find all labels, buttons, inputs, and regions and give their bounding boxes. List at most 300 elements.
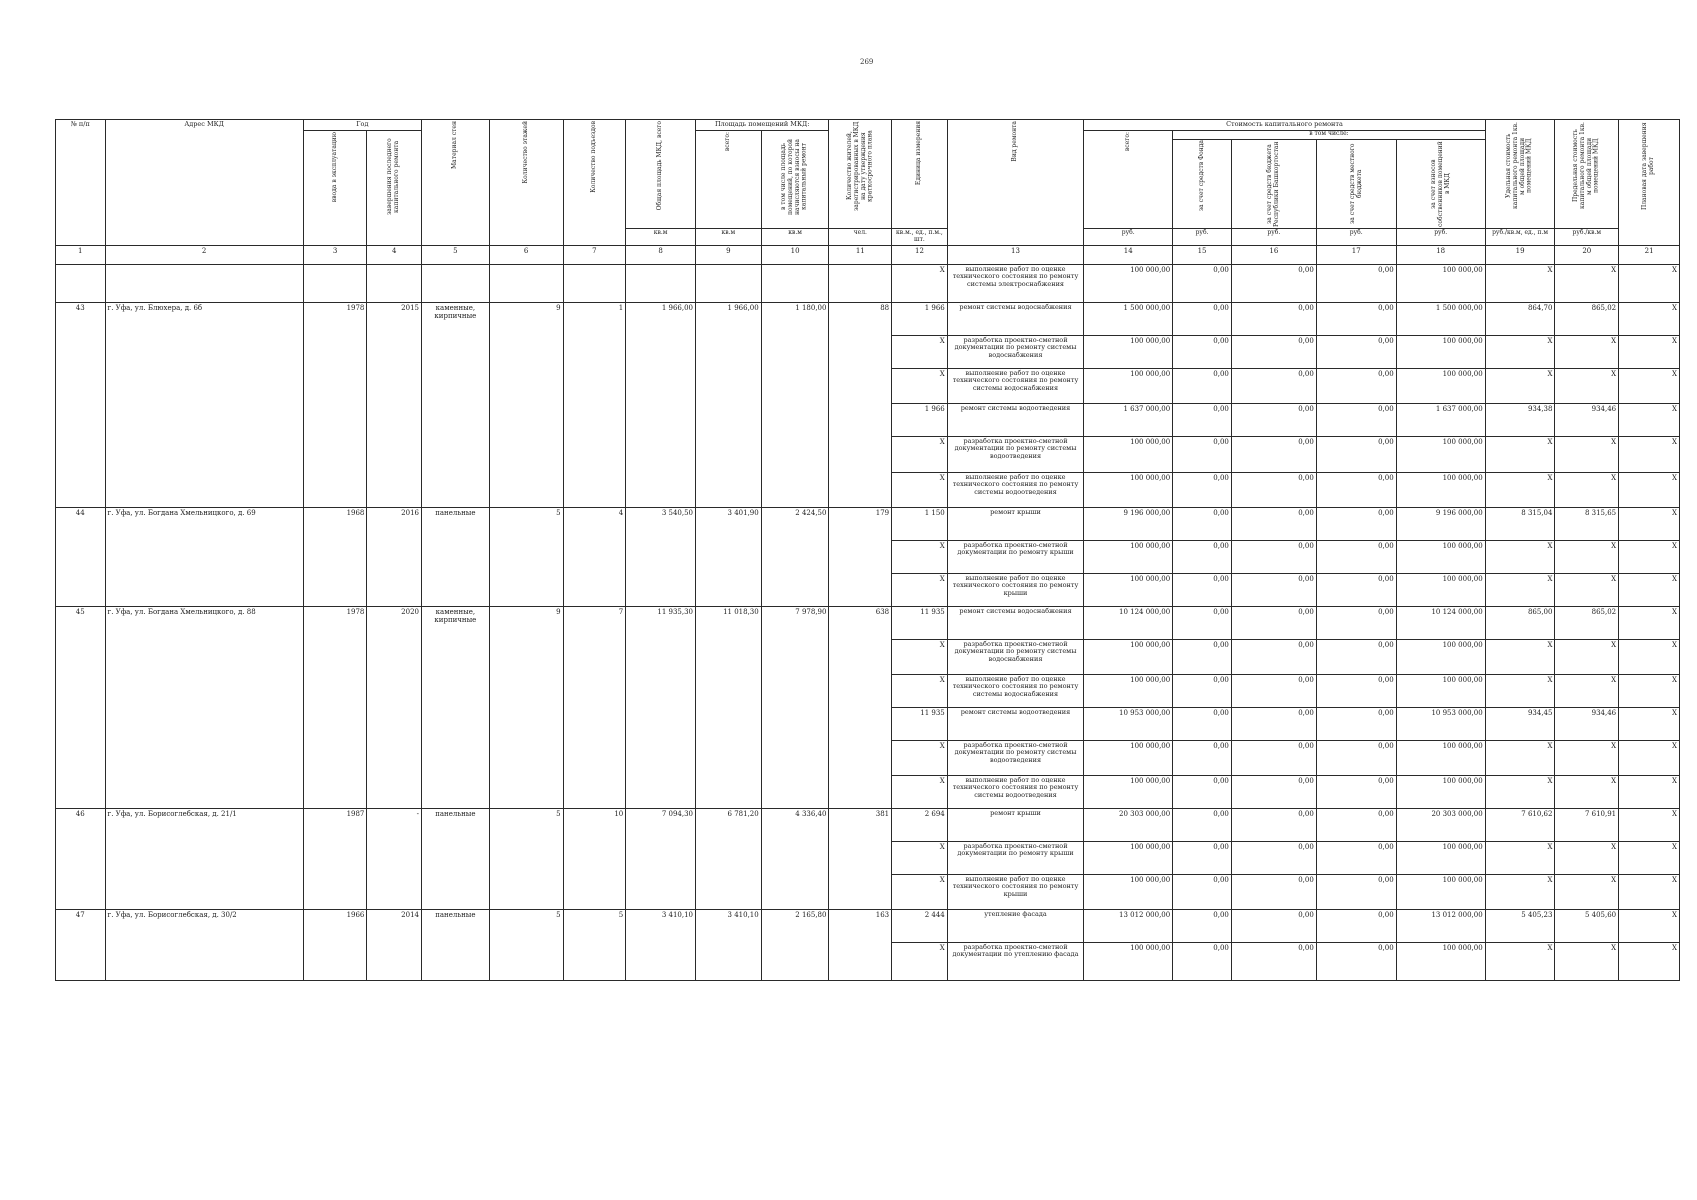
cell-local: 0,00: [1316, 507, 1396, 540]
cell-area: 1 966,00: [626, 302, 696, 507]
cell-spec: X: [1485, 740, 1555, 775]
cell-spec: 934,38: [1485, 403, 1555, 436]
cell-date: X: [1619, 302, 1680, 335]
cell-rb: 0,00: [1231, 368, 1316, 403]
cell-area: 11 935,30: [626, 606, 696, 808]
cell-date: X: [1619, 507, 1680, 540]
cell-lastrep: 2014: [367, 909, 422, 980]
empty-cell: [422, 264, 490, 302]
unit-15: руб.: [1173, 229, 1232, 246]
table-row: [56, 302, 1680, 335]
cell-limit: 8 315,65: [1555, 507, 1619, 540]
cell-fund: 0,00: [1173, 302, 1232, 335]
cell-total: 100 000,00: [1084, 573, 1173, 606]
column-number: 14: [1084, 245, 1173, 264]
cell-spec: X: [1485, 573, 1555, 606]
cell-total: 100 000,00: [1084, 874, 1173, 909]
unit-8: кв.м: [626, 229, 696, 246]
unit-12: кв.м., ед., п.м., шт.: [892, 229, 948, 246]
hdr-col9: всего:: [723, 132, 731, 152]
cell-owners: 100 000,00: [1396, 674, 1485, 707]
cell-local: 0,00: [1316, 368, 1396, 403]
cell-total: 100 000,00: [1084, 540, 1173, 573]
hdr-col15: за счет средств Фонда: [1197, 140, 1205, 212]
cell-date: X: [1619, 472, 1680, 507]
cell-owners: 100 000,00: [1396, 874, 1485, 909]
cell-limit: 5 405,60: [1555, 909, 1619, 942]
cell-owners: 100 000,00: [1396, 639, 1485, 674]
cell-rb: 0,00: [1231, 540, 1316, 573]
cell-owners: 100 000,00: [1396, 472, 1485, 507]
cell-addr: г. Уфа, ул. Борисоглебская, д. 30/2: [105, 909, 303, 980]
cell-unit: X: [892, 436, 948, 472]
empty-cell: [367, 264, 422, 302]
cell-spec: X: [1485, 639, 1555, 674]
cell-people: 381: [829, 808, 892, 909]
cell-entr: 7: [563, 606, 626, 808]
table-row: [56, 264, 1680, 302]
cell-total: 100 000,00: [1084, 639, 1173, 674]
cell-area_all: 1 966,00: [696, 302, 762, 507]
cell-fund: 0,00: [1173, 540, 1232, 573]
cell-work: выполнение работ по оценке технического состояния по ремонту системы водоснабжения: [947, 368, 1084, 403]
unit-18: руб.: [1396, 229, 1485, 246]
cell-no: 46: [56, 808, 106, 909]
cell-unit: X: [892, 264, 948, 302]
cell-limit: X: [1555, 540, 1619, 573]
empty-cell: [563, 264, 626, 302]
hdr-col8: Общая площадь МКД, всего: [656, 121, 664, 211]
cell-owners: 100 000,00: [1396, 573, 1485, 606]
cell-addr: г. Уфа, ул. Борисоглебская, д. 21/1: [105, 808, 303, 909]
column-number: 13: [947, 245, 1084, 264]
cell-fund: 0,00: [1173, 740, 1232, 775]
cell-limit: X: [1555, 639, 1619, 674]
cell-owners: 10 124 000,00: [1396, 606, 1485, 639]
cell-limit: 934,46: [1555, 707, 1619, 740]
cell-owners: 1 500 000,00: [1396, 302, 1485, 335]
cell-owners: 1 637 000,00: [1396, 403, 1485, 436]
cell-floors: 5: [489, 808, 563, 909]
cell-local: 0,00: [1316, 403, 1396, 436]
hdr-col7: Количество подъездов: [589, 121, 597, 193]
cell-area_all: 3 401,90: [696, 507, 762, 606]
cell-no: 45: [56, 606, 106, 808]
cell-work: ремонт крыши: [947, 808, 1084, 841]
cell-fund: 0,00: [1173, 606, 1232, 639]
cell-limit: 7 610,91: [1555, 808, 1619, 841]
cell-work: разработка проектно-сметной документации по ремонту системы водоснабжения: [947, 335, 1084, 368]
cell-fund: 0,00: [1173, 573, 1232, 606]
cell-local: 0,00: [1316, 436, 1396, 472]
cell-unit: 2 694: [892, 808, 948, 841]
cell-rb: 0,00: [1231, 841, 1316, 874]
cell-rb: 0,00: [1231, 874, 1316, 909]
hdr-col2: Адрес МКД: [105, 120, 303, 246]
cell-total: 10 953 000,00: [1084, 707, 1173, 740]
cell-rb: 0,00: [1231, 436, 1316, 472]
cell-entr: 10: [563, 808, 626, 909]
cell-date: X: [1619, 808, 1680, 841]
empty-cell: [829, 264, 892, 302]
cell-work: выполнение работ по оценке технического состояния по ремонту системы электроснабжения: [947, 264, 1084, 302]
cell-total: 1 500 000,00: [1084, 302, 1173, 335]
cell-rb: 0,00: [1231, 775, 1316, 808]
cell-rb: 0,00: [1231, 264, 1316, 302]
cell-built: 1978: [303, 302, 367, 507]
cell-spec: X: [1485, 540, 1555, 573]
cell-unit: X: [892, 335, 948, 368]
cell-unit: 2 444: [892, 909, 948, 942]
cell-rb: 0,00: [1231, 808, 1316, 841]
cell-unit: X: [892, 472, 948, 507]
cell-owners: 20 303 000,00: [1396, 808, 1485, 841]
cell-owners: 100 000,00: [1396, 740, 1485, 775]
cell-limit: X: [1555, 436, 1619, 472]
cell-lastrep: 2015: [367, 302, 422, 507]
cell-floors: 5: [489, 909, 563, 980]
column-number: 21: [1619, 245, 1680, 264]
cell-total: 100 000,00: [1084, 942, 1173, 980]
unit-9: кв.м: [696, 229, 762, 246]
page-number: 269: [860, 58, 874, 66]
cell-limit: X: [1555, 775, 1619, 808]
cell-rb: 0,00: [1231, 403, 1316, 436]
cell-total: 20 303 000,00: [1084, 808, 1173, 841]
unit-14: руб.: [1084, 229, 1173, 246]
cell-unit: X: [892, 775, 948, 808]
cell-date: X: [1619, 403, 1680, 436]
cell-total: 1 637 000,00: [1084, 403, 1173, 436]
cell-limit: X: [1555, 874, 1619, 909]
column-number: 6: [489, 245, 563, 264]
hdr-col10: в том числе площадь помещений, по которой начисляются взносы на капитальный ремонт: [780, 138, 808, 216]
cell-walls: панельные: [422, 808, 490, 909]
cell-date: X: [1619, 436, 1680, 472]
column-number: 9: [696, 245, 762, 264]
cell-local: 0,00: [1316, 909, 1396, 942]
cell-unit: X: [892, 540, 948, 573]
hdr-year: Год: [303, 120, 421, 131]
column-number: 3: [303, 245, 367, 264]
cell-area: 7 094,30: [626, 808, 696, 909]
cell-built: 1968: [303, 507, 367, 606]
cell-limit: X: [1555, 740, 1619, 775]
column-number: 12: [892, 245, 948, 264]
cell-fund: 0,00: [1173, 335, 1232, 368]
cell-spec: X: [1485, 335, 1555, 368]
cell-rb: 0,00: [1231, 674, 1316, 707]
empty-cell: [489, 264, 563, 302]
table-body: [56, 245, 1680, 980]
cell-people: 179: [829, 507, 892, 606]
hdr-col18: за счет взносов собственников помещений в МКД: [1429, 141, 1451, 227]
column-number: 20: [1555, 245, 1619, 264]
cell-limit: X: [1555, 841, 1619, 874]
cell-fund: 0,00: [1173, 808, 1232, 841]
cell-fund: 0,00: [1173, 874, 1232, 909]
cell-floors: 9: [489, 606, 563, 808]
cell-spec: 934,45: [1485, 707, 1555, 740]
cell-rb: 0,00: [1231, 942, 1316, 980]
cell-unit: X: [892, 674, 948, 707]
cell-work: разработка проектно-сметной документации по утеплению фасада: [947, 942, 1084, 980]
cell-fund: 0,00: [1173, 909, 1232, 942]
cell-work: ремонт крыши: [947, 507, 1084, 540]
cell-spec: X: [1485, 841, 1555, 874]
cell-work: выполнение работ по оценке технического состояния по ремонту крыши: [947, 573, 1084, 606]
cell-local: 0,00: [1316, 335, 1396, 368]
cell-owners: 100 000,00: [1396, 335, 1485, 368]
cell-date: X: [1619, 707, 1680, 740]
cell-area_fee: 4 336,40: [761, 808, 829, 909]
cell-local: 0,00: [1316, 606, 1396, 639]
cell-date: X: [1619, 909, 1680, 942]
cell-unit: X: [892, 573, 948, 606]
column-number: 19: [1485, 245, 1555, 264]
cell-date: X: [1619, 540, 1680, 573]
cell-total: 100 000,00: [1084, 335, 1173, 368]
cell-walls: каменные, кирпичные: [422, 606, 490, 808]
cell-unit: X: [892, 639, 948, 674]
cell-total: 100 000,00: [1084, 368, 1173, 403]
hdr-col13: Вид ремонта: [1011, 121, 1019, 162]
cell-fund: 0,00: [1173, 403, 1232, 436]
cell-date: X: [1619, 874, 1680, 909]
cell-fund: 0,00: [1173, 775, 1232, 808]
cell-spec: X: [1485, 368, 1555, 403]
cell-people: 163: [829, 909, 892, 980]
cell-limit: X: [1555, 942, 1619, 980]
cell-date: X: [1619, 775, 1680, 808]
cell-spec: 8 315,04: [1485, 507, 1555, 540]
hdr-col3: ввода в эксплуатацию: [330, 132, 338, 203]
cell-date: X: [1619, 740, 1680, 775]
cell-date: X: [1619, 942, 1680, 980]
hdr-cost: Стоимость капитального ремонта: [1084, 120, 1485, 131]
cell-lastrep: 2020: [367, 606, 422, 808]
unit-16: руб.: [1231, 229, 1316, 246]
cell-limit: X: [1555, 472, 1619, 507]
cell-built: 1987: [303, 808, 367, 909]
cell-work: выполнение работ по оценке технического состояния по ремонту системы водоснабжения: [947, 674, 1084, 707]
cell-local: 0,00: [1316, 841, 1396, 874]
unit-17: руб.: [1316, 229, 1396, 246]
column-number: 11: [829, 245, 892, 264]
cell-fund: 0,00: [1173, 942, 1232, 980]
cell-owners: 100 000,00: [1396, 436, 1485, 472]
hdr-col11: Количество жителей, зарегистрированных в МКД на дату утверждения краткосрочного плана: [845, 121, 874, 211]
cell-walls: панельные: [422, 909, 490, 980]
cell-unit: X: [892, 874, 948, 909]
cell-spec: X: [1485, 942, 1555, 980]
cell-local: 0,00: [1316, 740, 1396, 775]
cell-total: 100 000,00: [1084, 740, 1173, 775]
cell-spec: 865,00: [1485, 606, 1555, 639]
cell-local: 0,00: [1316, 808, 1396, 841]
hdr-col14: всего:: [1123, 132, 1131, 152]
cell-local: 0,00: [1316, 874, 1396, 909]
cell-work: выполнение работ по оценке технического состояния по ремонту системы водоотведения: [947, 472, 1084, 507]
cell-total: 100 000,00: [1084, 472, 1173, 507]
cell-area: 3 540,50: [626, 507, 696, 606]
hdr-col4: завершения последнего капитального ремонта: [386, 138, 401, 216]
unit-10: кв.м: [761, 229, 829, 246]
cell-work: разработка проектно-сметной документации по ремонту системы водоотведения: [947, 436, 1084, 472]
table-row: [56, 606, 1680, 639]
hdr-col1: № п/п: [56, 120, 106, 246]
cell-rb: 0,00: [1231, 302, 1316, 335]
cell-floors: 9: [489, 302, 563, 507]
cell-limit: X: [1555, 335, 1619, 368]
cell-rb: 0,00: [1231, 573, 1316, 606]
cell-lastrep: -: [367, 808, 422, 909]
cell-work: утепление фасада: [947, 909, 1084, 942]
cell-unit: 11 935: [892, 606, 948, 639]
cell-spec: X: [1485, 472, 1555, 507]
column-number: 4: [367, 245, 422, 264]
empty-cell: [56, 264, 106, 302]
cell-date: X: [1619, 335, 1680, 368]
cell-work: ремонт системы водоснабжения: [947, 606, 1084, 639]
hdr-col21: Плановая дата завершения работ: [1641, 122, 1656, 210]
cell-spec: X: [1485, 264, 1555, 302]
cell-total: 100 000,00: [1084, 674, 1173, 707]
cell-walls: каменные, кирпичные: [422, 302, 490, 507]
empty-cell: [626, 264, 696, 302]
cell-area_fee: 7 978,90: [761, 606, 829, 808]
cell-addr: г. Уфа, ул. Богдана Хмельницкого, д. 88: [105, 606, 303, 808]
empty-cell: [761, 264, 829, 302]
cell-local: 0,00: [1316, 674, 1396, 707]
cell-area_all: 3 410,10: [696, 909, 762, 980]
cell-area_fee: 1 180,00: [761, 302, 829, 507]
hdr-incl: в том числе:: [1173, 131, 1484, 140]
capital-repair-table: [55, 119, 1680, 981]
hdr-col12: Единица измерения: [915, 121, 922, 186]
cell-date: X: [1619, 368, 1680, 403]
unit-11: чел.: [829, 229, 892, 246]
column-numbers-row: [56, 245, 1680, 264]
cell-total: 10 124 000,00: [1084, 606, 1173, 639]
cell-area_all: 11 018,30: [696, 606, 762, 808]
cell-unit: 11 935: [892, 707, 948, 740]
cell-date: X: [1619, 674, 1680, 707]
cell-owners: 13 012 000,00: [1396, 909, 1485, 942]
hdr-col16: за счет средств бюджета Республики Башкортостан: [1266, 141, 1281, 227]
cell-work: разработка проектно-сметной документации по ремонту крыши: [947, 841, 1084, 874]
cell-owners: 100 000,00: [1396, 775, 1485, 808]
cell-date: X: [1619, 606, 1680, 639]
cell-work: ремонт системы водоотведения: [947, 403, 1084, 436]
cell-rb: 0,00: [1231, 740, 1316, 775]
unit-20: руб./кв.м: [1555, 229, 1619, 246]
hdr-col19: Удельная стоимость капитального ремонта 1кв. м общей площади помещений МКД: [1505, 122, 1533, 210]
cell-date: X: [1619, 264, 1680, 302]
cell-spec: X: [1485, 436, 1555, 472]
cell-local: 0,00: [1316, 639, 1396, 674]
cell-rb: 0,00: [1231, 707, 1316, 740]
cell-fund: 0,00: [1173, 436, 1232, 472]
column-number: 17: [1316, 245, 1396, 264]
column-number: 15: [1173, 245, 1232, 264]
cell-local: 0,00: [1316, 472, 1396, 507]
hdr-col6: Количество этажей: [521, 121, 529, 184]
table-row: [56, 507, 1680, 540]
unit-19: руб./кв.м, ед., п.м: [1485, 229, 1555, 246]
cell-fund: 0,00: [1173, 472, 1232, 507]
cell-owners: 100 000,00: [1396, 942, 1485, 980]
cell-local: 0,00: [1316, 775, 1396, 808]
hdr-col5: Материал стен: [450, 121, 458, 169]
column-number: 2: [105, 245, 303, 264]
column-number: 5: [422, 245, 490, 264]
cell-total: 100 000,00: [1084, 264, 1173, 302]
column-number: 16: [1231, 245, 1316, 264]
cell-rb: 0,00: [1231, 606, 1316, 639]
cell-limit: X: [1555, 368, 1619, 403]
cell-owners: 100 000,00: [1396, 540, 1485, 573]
cell-area_fee: 2 165,80: [761, 909, 829, 980]
cell-area: 3 410,10: [626, 909, 696, 980]
cell-date: X: [1619, 841, 1680, 874]
cell-limit: 865,02: [1555, 606, 1619, 639]
cell-fund: 0,00: [1173, 841, 1232, 874]
cell-limit: X: [1555, 573, 1619, 606]
cell-addr: г. Уфа, ул. Блюхера, д. 6б: [105, 302, 303, 507]
hdr-area: Площадь помещений МКД:: [696, 120, 829, 131]
cell-walls: панельные: [422, 507, 490, 606]
cell-spec: X: [1485, 874, 1555, 909]
cell-fund: 0,00: [1173, 674, 1232, 707]
cell-work: выполнение работ по оценке технического состояния по ремонту системы водоотведения: [947, 775, 1084, 808]
cell-total: 13 012 000,00: [1084, 909, 1173, 942]
cell-owners: 100 000,00: [1396, 841, 1485, 874]
cell-addr: г. Уфа, ул. Богдана Хмельницкого, д. 69: [105, 507, 303, 606]
cell-work: разработка проектно-сметной документации по ремонту системы водоотведения: [947, 740, 1084, 775]
cell-people: 88: [829, 302, 892, 507]
cell-no: 43: [56, 302, 106, 507]
column-number: 7: [563, 245, 626, 264]
cell-entr: 4: [563, 507, 626, 606]
empty-cell: [303, 264, 367, 302]
cell-no: 47: [56, 909, 106, 980]
cell-work: ремонт системы водоотведения: [947, 707, 1084, 740]
cell-local: 0,00: [1316, 573, 1396, 606]
cell-no: 44: [56, 507, 106, 606]
cell-work: разработка проектно-сметной документации по ремонту крыши: [947, 540, 1084, 573]
cell-rb: 0,00: [1231, 472, 1316, 507]
cell-fund: 0,00: [1173, 707, 1232, 740]
cell-unit: 1 150: [892, 507, 948, 540]
cell-fund: 0,00: [1173, 368, 1232, 403]
cell-limit: 934,46: [1555, 403, 1619, 436]
cell-limit: X: [1555, 674, 1619, 707]
cell-spec: 7 610,62: [1485, 808, 1555, 841]
cell-local: 0,00: [1316, 942, 1396, 980]
cell-spec: X: [1485, 674, 1555, 707]
hdr-col20: Предельная стоимость капитального ремонта 1кв. м общей площади помещений МКД: [1572, 122, 1600, 210]
cell-spec: X: [1485, 775, 1555, 808]
cell-local: 0,00: [1316, 302, 1396, 335]
cell-rb: 0,00: [1231, 507, 1316, 540]
cell-entr: 5: [563, 909, 626, 980]
cell-work: ремонт системы водоснабжения: [947, 302, 1084, 335]
cell-total: 100 000,00: [1084, 775, 1173, 808]
cell-lastrep: 2016: [367, 507, 422, 606]
cell-local: 0,00: [1316, 707, 1396, 740]
cell-rb: 0,00: [1231, 335, 1316, 368]
